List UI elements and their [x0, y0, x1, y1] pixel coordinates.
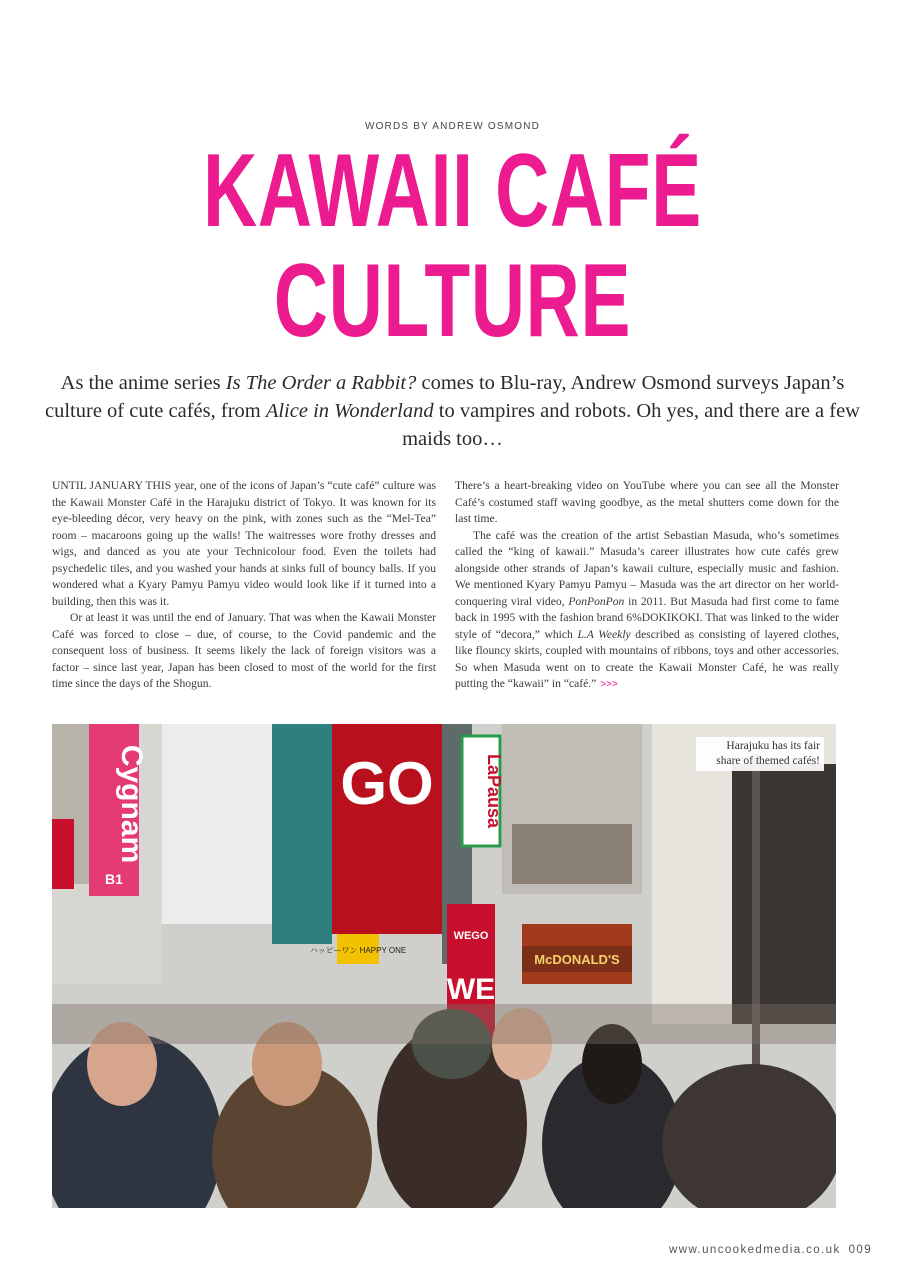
cygnam-sign-text: Cygnam	[115, 744, 148, 864]
right-paragraph-2-b: in 2011. But Masuda had first come to fame back in 1995 with the fashion brand 6%DOKIKOKI. That was linked to the wider style of “decora,” which	[455, 594, 839, 641]
go-sign-text: GO	[340, 750, 434, 817]
body-column-right	[455, 478, 839, 694]
article-title	[127, 133, 779, 359]
ponponpon-title: PonPonPon	[568, 594, 625, 608]
byline: WORDS BY ANDREW OSMOND	[364, 121, 541, 132]
standfirst	[40, 369, 865, 453]
happy-one-text: ハッピーワン HAPPY ONE	[309, 946, 407, 955]
right-paragraph-1: There’s a heart-breaking video on YouTube where you can see all the Monster Café’s costumed staff waving goodbye, as the metal shutters come down for the last time.	[455, 479, 839, 525]
page-footer	[0, 1244, 872, 1256]
footer-url[interactable]: www.uncookedmedia.co.uk	[669, 1244, 841, 1256]
la-weekly-title: L.A Weekly	[577, 627, 631, 641]
wego-big-text: WE	[446, 973, 496, 1006]
title-line-2: CULTURE	[273, 243, 632, 359]
harajuku-street-photo	[52, 724, 836, 1208]
standfirst-text-1: As the anime series	[60, 372, 226, 394]
mcdonalds-sign-text: McDONALD'S	[534, 952, 620, 967]
page-number: 009	[848, 1244, 872, 1256]
title-line-1: KAWAII CAFÉ	[203, 133, 702, 249]
continue-arrows: >>>	[600, 679, 618, 690]
lapausa-sign-text: LaPausa	[484, 753, 504, 829]
standfirst-show-title: Is The Order a Rabbit?	[225, 372, 417, 394]
photo-caption: Harajuku has its fair share of themed cafés!	[696, 737, 824, 771]
body-column-left	[52, 478, 436, 693]
b1-sign-text: B1	[105, 871, 123, 887]
right-paragraph-2	[455, 528, 839, 694]
right-paragraph-2-a: The café was the creation of the artist Sebastian Masuda, who’s sometimes called the “king of kawaii.” Masuda’s career illustrates how cute cafés grew alongside other strands of Japan’s kawaii culture, especially music and fashion. We mentioned Kyary Pamyu Pamyu – Masuda was the art director on her world-conquering viral video,	[455, 528, 839, 608]
wego-small-text: WEGO	[453, 930, 489, 942]
standfirst-text-3: to vampires and robots. Oh yes, and there are a few maids too…	[402, 400, 860, 450]
standfirst-alice-title: Alice in Wonderland	[265, 400, 434, 422]
left-paragraph-2: Or at least it was until the end of January. That was when the Kawaii Monster Café was forced to close – due, of course, to the Covid pandemic and the consequent loss of business. It seems likely the lack of foreign visitors was a factor – since last year, Japan has been closed to most of the world for the first time since the days of the Shogun.	[52, 611, 436, 690]
right-paragraph-2-c: described as consisting of layered clothes, like flouncy skirts, coupled with mountains of ribbons, toys and other accessories. So when Masuda went on to create the Kawaii Monster Café, he was really putting the “kawaii” in “café.”	[455, 627, 839, 690]
left-paragraph-1: UNTIL JANUARY THIS year, one of the icons of Japan’s “cute café” culture was the Kawaii Monster Café in the Harajuku district of Tokyo. It was known for its eye-bleeding décor, very heavy on the pink, with zones such as the “Mel-Tea” room – macaroons going up the walls! The waitresses wore frothy dresses and wigs, and danced as you ate your Technicolour food. Even the toilets had psychedelic tiles, and you washed your hands at sinks full of bouncy balls. If you wondered what a Kyary Pamyu Pamyu video would look like if it turned into a building, then this was it.	[52, 479, 436, 608]
street-scene-illustration	[52, 724, 836, 1208]
standfirst-text-2: comes to Blu-ray, Andrew Osmond surveys Japan’s culture of cute cafés, from	[45, 372, 845, 422]
